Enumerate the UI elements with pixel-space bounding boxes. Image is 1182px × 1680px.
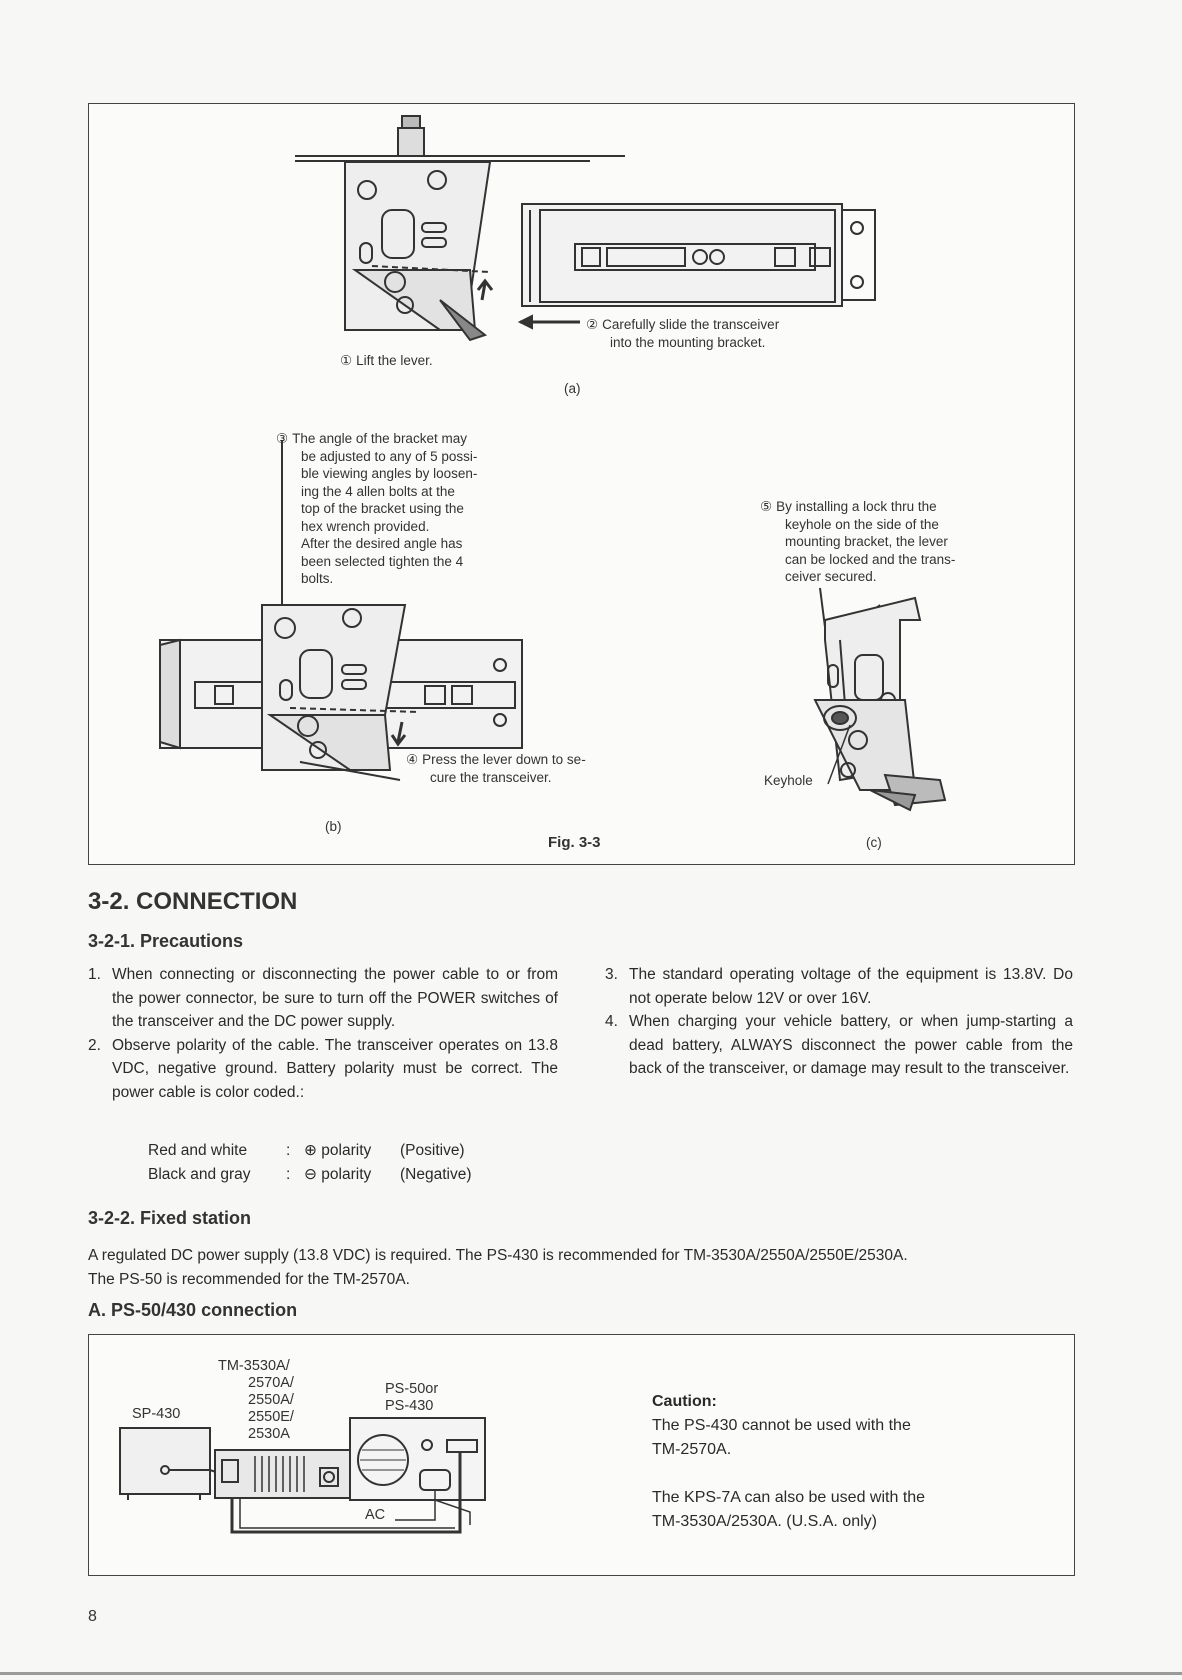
figure-caption: Fig. 3-3 — [548, 834, 601, 851]
step-1-caption: ① Lift the lever. — [340, 353, 433, 368]
page-number: 8 — [88, 1608, 97, 1625]
section-title: 3-2. CONNECTION — [88, 888, 298, 915]
fixed-station-text: A regulated DC power supply (13.8 VDC) is required. The PS-430 is recommended for TM-3530A/2550A/2550E/2530A. The PS-50 is recommended for the TM-2570A. — [88, 1247, 908, 1288]
precautions-title: 3-2-1. Precautions — [88, 931, 244, 951]
page-bottom-rule — [0, 1672, 1182, 1675]
panel-a-label: (a) — [564, 381, 581, 396]
fixed-station-title: 3-2-2. Fixed station — [88, 1208, 252, 1228]
keyhole-label: Keyhole — [764, 773, 813, 788]
step-2-caption: ② Carefully slide the transceiver into the mounting bracket. — [586, 317, 780, 350]
caution-note: Caution: The PS-430 cannot be used with the TM-2570A. The KPS-7A can also be used with the TM-3530A/2530A. (U.S.A. only) — [652, 1393, 926, 1530]
polarity-row: Black and gray : ⊖ polarity (Negative) — [148, 1166, 472, 1183]
ac-label: AC — [365, 1507, 386, 1523]
panel-c-label: (c) — [866, 835, 882, 850]
list-item: 2. Observe polarity of the cable. The transceiver operates on 13.8 VDC, negative ground. Battery polarity must be correct. The power cable is color coded.: — [88, 1036, 558, 1101]
step-5-caption: ⑤ By installing a lock thru the keyhole on the side of the mounting bracket, the lever can be locked and the trans- ceiver secured. — [760, 499, 956, 584]
ps-connection-title: A. PS-50/430 connection — [88, 1300, 298, 1320]
panel-b-label: (b) — [325, 819, 342, 834]
ps-model-label: PS-50or PS-430 — [385, 1381, 439, 1414]
step-3-caption: ③ The angle of the bracket may be adjusted to any of 5 possi- ble viewing angles by loosen- ing the 4 allen bolts at the top of the bracket using the hex wrench provided. After the desired angle has been selected tighten the 4 bolts. — [276, 431, 478, 586]
tm-model-label: TM-3530A/ 2570A/ 2550A/ 2550E/ 2530A — [218, 1358, 294, 1442]
polarity-row: Red and white : ⊕ polarity (Positive) — [148, 1142, 465, 1159]
sp-model-label: SP-430 — [132, 1406, 181, 1422]
step-4-caption: ④ Press the lever down to se- cure the transceiver. — [406, 752, 586, 785]
list-item: 4. When charging your vehicle battery, or when jump-starting a dead battery, ALWAYS disconnect the power cable from the back of the transceiver, or damage may result to the transceiver. — [605, 1013, 1073, 1077]
list-item: 1. When connecting or disconnecting the power cable to or from the power connector, be sure to turn off the POWER switches of the transceiver and the DC power supply. — [88, 966, 558, 1030]
list-item: 3. The standard operating voltage of the equipment is 13.8V. Do not operate below 12V or over 16V. — [605, 966, 1073, 1007]
